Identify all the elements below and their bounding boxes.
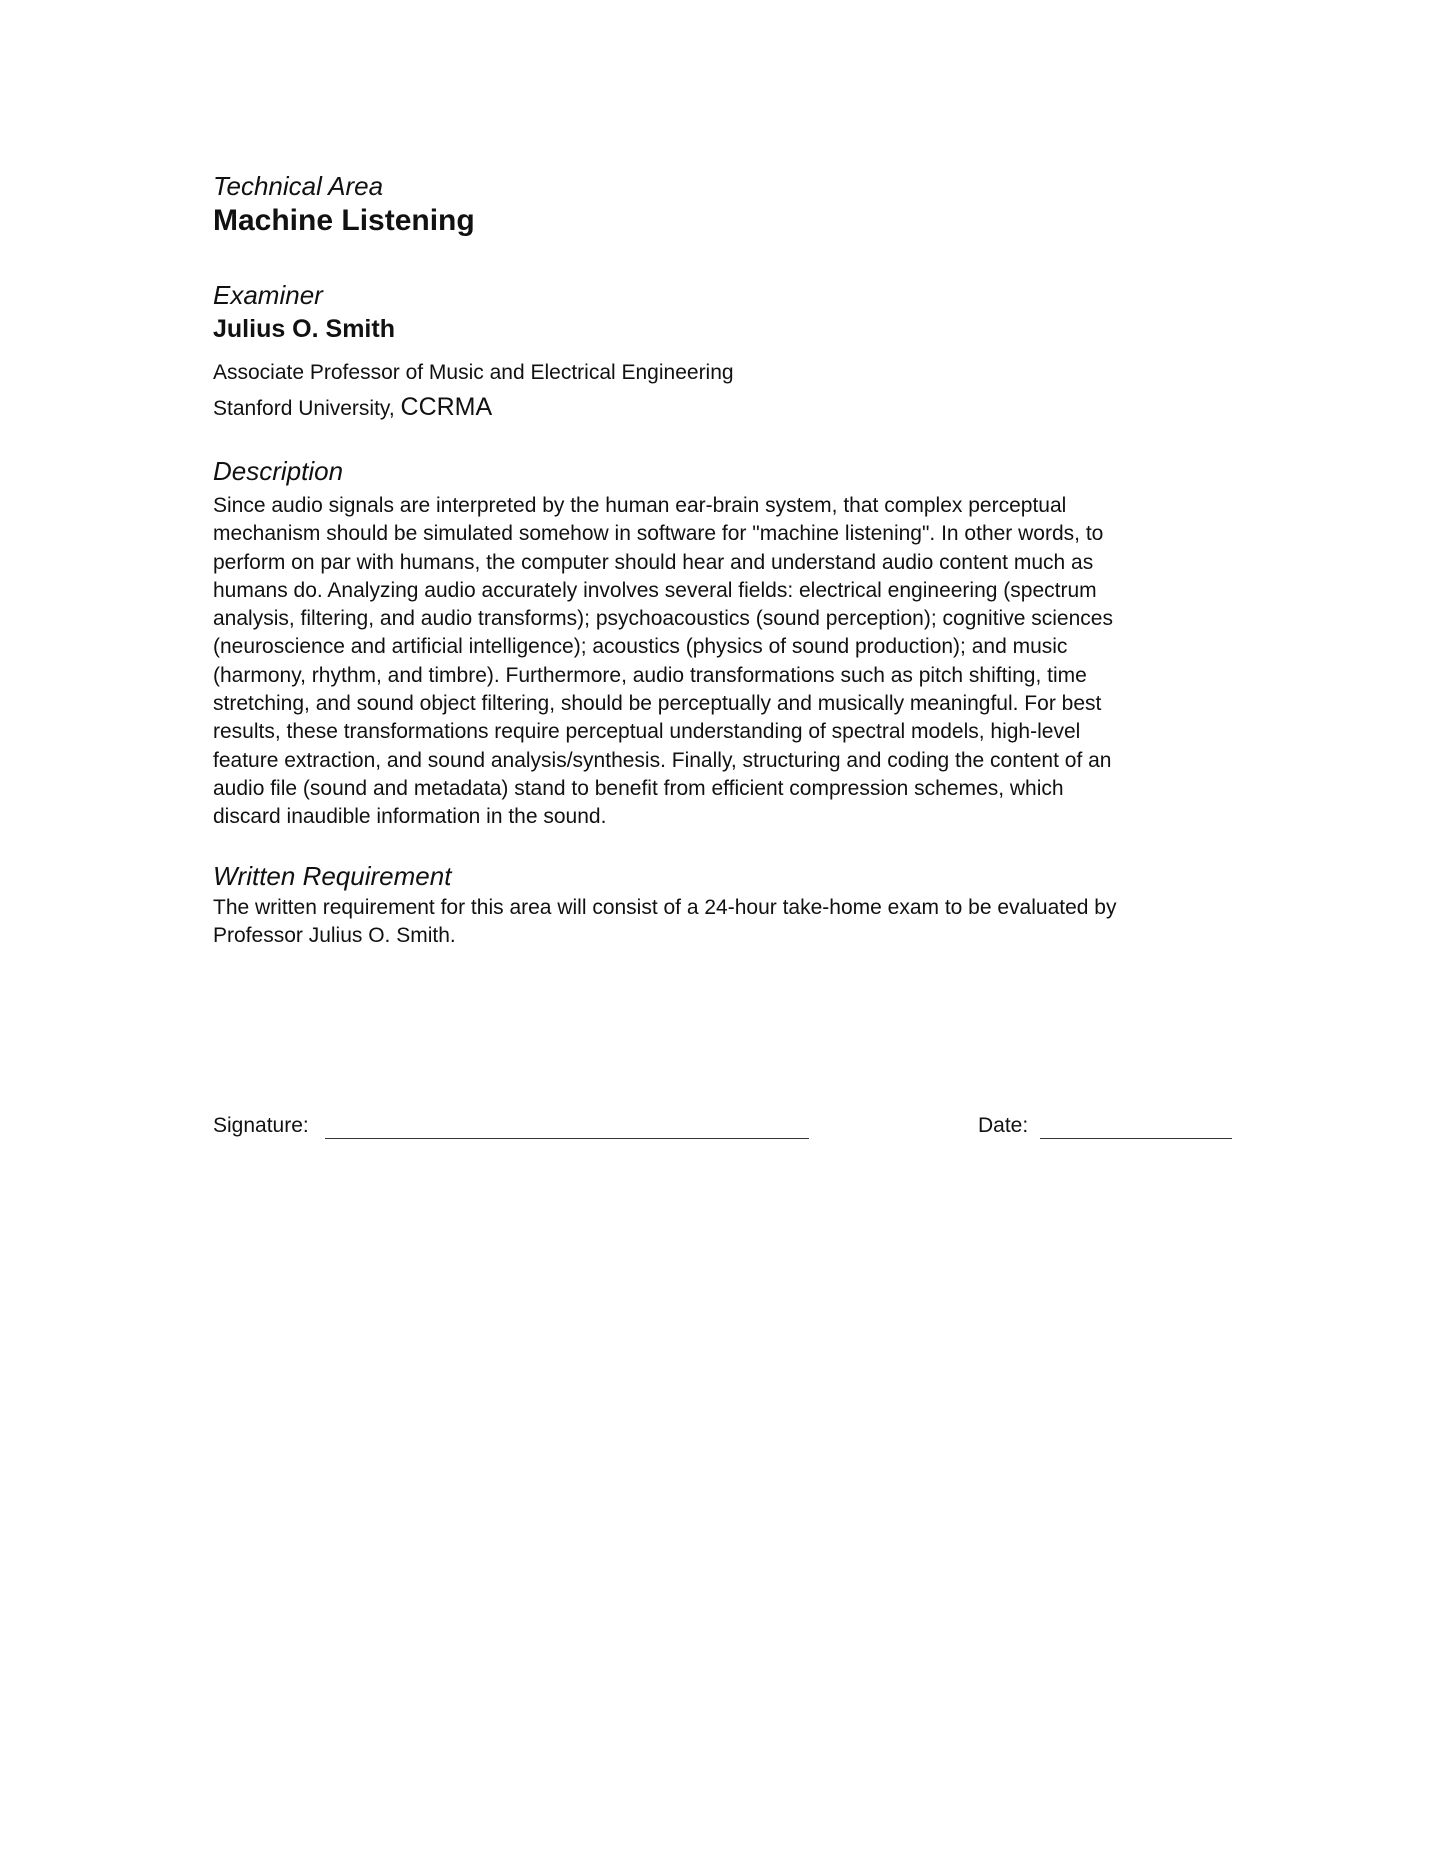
examiner-label: Examiner <box>213 280 323 310</box>
description-text <box>213 492 1243 832</box>
description-line: (neuroscience and artificial intelligence); acoustics (physics of sound production); and music <box>213 635 1068 659</box>
date-line[interactable] <box>1040 1138 1232 1139</box>
signature-line[interactable] <box>325 1138 809 1139</box>
page-title: Machine Listening <box>213 204 475 237</box>
description-line: perform on par with humans, the computer should hear and understand audio content much as <box>213 550 1094 574</box>
description-line: mechanism should be simulated somehow in software for "machine listening". In other words, to <box>213 522 1104 546</box>
written-requirement-label: Written Requirement <box>213 861 452 891</box>
written-requirement-text <box>213 894 1243 951</box>
description-label: Description <box>213 456 344 486</box>
written-requirement-line: Professor Julius O. Smith. <box>213 924 456 948</box>
examiner-position: Associate Professor of Music and Electrical Engineering <box>213 361 734 384</box>
examiner-institution <box>213 390 1113 426</box>
signature-label: Signature: <box>213 1114 309 1137</box>
description-line: feature extraction, and sound analysis/synthesis. Finally, structuring and coding the content of an <box>213 748 1112 772</box>
description-line: Since audio signals are interpreted by the human ear-brain system, that complex perceptual <box>213 494 1067 517</box>
examiner-affiliation <box>213 356 1113 426</box>
institution-name: Stanford University, <box>213 397 401 420</box>
description-line: results, these transformations require perceptual understanding of spectral models, high-level <box>213 720 1081 744</box>
examiner-name: Julius O. Smith <box>213 315 395 343</box>
description-line: humans do. Analyzing audio accurately involves several fields: electrical engineering (spectrum <box>213 578 1097 602</box>
description-line: discard inaudible information in the sound. <box>213 805 607 829</box>
description-line: stretching, and sound object filtering, should be perceptually and musically meaningful. For best <box>213 692 1102 716</box>
description-line: audio file (sound and metadata) stand to benefit from efficient compression schemes, which <box>213 776 1064 800</box>
institution-unit: CCRMA <box>400 393 493 421</box>
written-requirement-line: The written requirement for this area will consist of a 24-hour take-home exam to be evaluated by <box>213 896 1117 919</box>
description-line: analysis, filtering, and audio transforms); psychoacoustics (sound perception); cognitive sciences <box>213 607 1113 631</box>
signature-row <box>213 1112 1243 1152</box>
date-label: Date: <box>978 1114 1029 1137</box>
technical-area-label: Technical Area <box>213 171 384 201</box>
description-line: (harmony, rhythm, and timbre). Furthermore, audio transformations such as pitch shifting, time <box>213 663 1087 687</box>
